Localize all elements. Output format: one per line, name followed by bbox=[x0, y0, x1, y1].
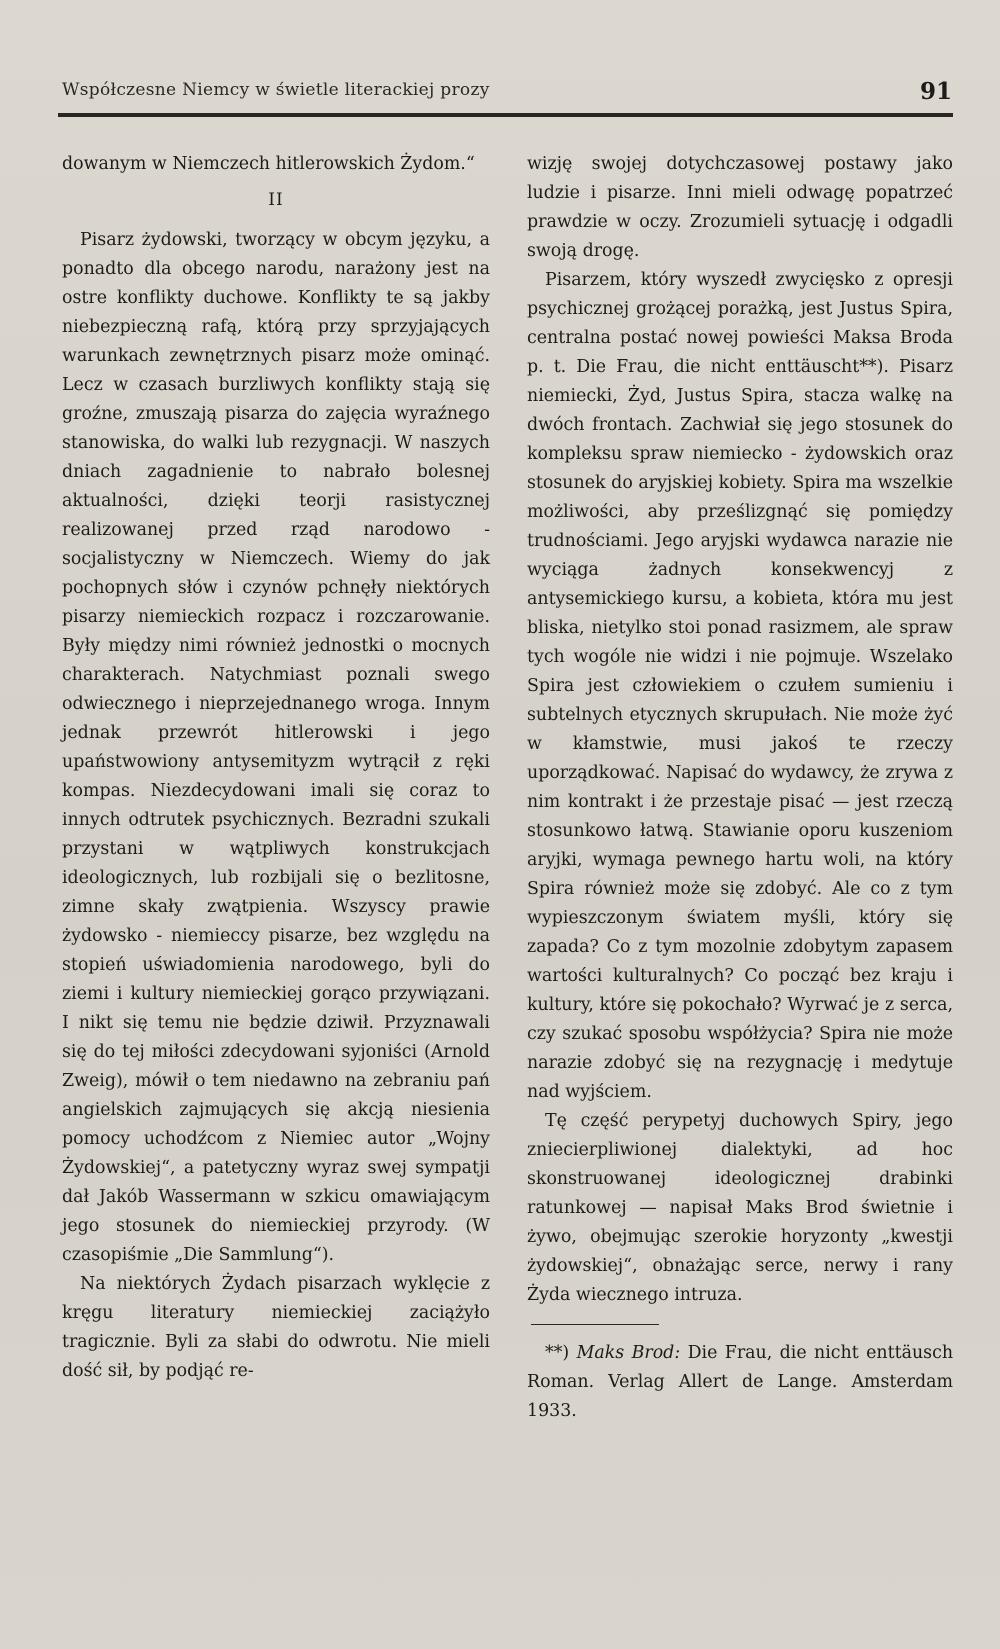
body-paragraph: Pisarzem, który wyszedł zwycięsko z opresji psychicznej grożącej porażką, jest Justus Spira, centralna postać nowej powieści Maksa Broda p. t. Die Frau, die nicht enttäuscht**). Pisarz niemiecki, Żyd, Justus Spira, stacza walkę na dwóch frontach. Zachwiał się jego stosunek do kompleksu spraw niemiecko - żydowskich oraz stosunek do aryjskiej kobiety. Spira ma wszelkie możliwości, aby prześlizgnąć się pomiędzy trudnościami. Jego aryjski wydawca narazie nie wyciąga żadnych konsekwencyj z antysemickiego kursu, a kobieta, która mu jest bliska, nietylko stoi ponad rasizmem, ale spraw tych wogóle nie widzi i nie pojmuje. Wszelako Spira jest człowiekiem o czułem sumieniu i subtelnych etycznych skrupułach. Nie może żyć w kłamstwie, musi jakoś te rzeczy uporządkować. Napisać do wydawcy, że zrywa z nim kontrakt i że przestaje pisać — jest rzeczą stosunkowo łatwą. Stawianie oporu kuszeniom aryjki, wymaga pewnego hartu woli, na który Spira również może się zdobyć. Ale co z tym wypieszczonym światem myśli, który się zapada? Co z tym mozolnie zdobytym zapasem wartości kulturalnych? Co począć bez kraju i kultury, które się pokochało? Wyrwać je z serca, czy szukać sposobu współżycia? Spira nie może narazie zdobyć się na rezygnację i medytuje nad wyjściem. bbox=[527, 270, 953, 1102]
footnote-text bbox=[527, 1339, 953, 1426]
body-paragraph: Pisarz żydowski, tworzący w obcym języku, a ponadto dla obcego narodu, narażony jest na ostre konflikty duchowe. Konflikty te są jakby niebezpieczną rafą, którą przy sprzyjających warunkach zewnętrznych pisarz może ominąć. Lecz w czasach burzliwych konflikty stają się groźne, zmuszają pisarza do zajęcia wyraźnego stanowiska, do walki lub rezygnacji. W naszych dniach zagadnienie to nabrało bolesnej aktualności, dzięki teorji rasistycznej realizowanej przed rząd narodowo - socjalistyczny w Niemczech. Wiemy do jak pochopnych słów i czynów pchnęły niektórych pisarzy niemieckich rozpacz i rozczarowanie. Były między nimi również jednostki o mocnych charakterach. Natychmiast poznali swego odwiecznego i nieprzejednanego wroga. Innym jednak przewrót hitlerowski i jego upaństwowiony antysemityzm wytrącił z ręki kompas. Niezdecydowani imali się coraz to innych odtrutek psychicznych. Bezradni szukali przystani w wątpliwych konstrukcjach ideologicznych, lub rozbijali się o bezlitosne, zimne skały zwątpienia. Wszyscy prawie żydowsko - niemieccy pisarze, bez względu na stopień uświadomienia narodowego, byli do ziemi i kultury niemieckiej gorąco przywiązani. I nikt się temu nie będzie dziwił. Przyznawali się do tej miłości zdecydowani syjoniści (Arnold Zweig), mówił o tem niedawno na zebraniu pań angielskich zajmujących się akcją niesienia pomocy uchodźcom z Niemiec autor „Wojny Żydowskiej“, a patetyczny wyraz swej sympatji dał Jakób Wassermann w szkicu omawiającym jego stosunek do niemieckiej przyrody. (W czasopiśmie „Die Sammlung“). bbox=[62, 230, 490, 1265]
body-paragraph: Na niektórych Żydach pisarzach wyklęcie z kręgu literatury niemieckiej zaciążyło tragicznie. Byli za słabi do odwrotu. Nie mieli dość sił, by podjąć re- bbox=[62, 1274, 490, 1381]
footnote-author: Maks Brod: bbox=[576, 1343, 681, 1363]
footnote-body: Die Frau, die nicht enttäusch Roman. Verlag Allert de Lange. Amsterdam 1933. bbox=[527, 1343, 954, 1421]
page-number: 91 bbox=[919, 78, 952, 105]
footnote bbox=[527, 1339, 953, 1426]
running-title: Współczesne Niemcy w świetle literackiej prozy bbox=[62, 80, 490, 100]
header-rule bbox=[58, 113, 953, 117]
page-header bbox=[62, 76, 952, 110]
section-heading: II bbox=[268, 190, 284, 210]
body-paragraph: Tę część perypetyj duchowych Spiry, jego zniecierpliwionej dialektyki, ad hoc skonstruowanej ideologicznej drabinki ratunkowej — napisał Maks Brod świetnie i żywo, obejmując szerokie horyzonty „kwestji żydowskiej“, obnażając serce, nerwy i rany Żyda wiecznego intruza. bbox=[527, 1111, 953, 1305]
intro-paragraph: dowanym w Niemczech hitlerowskich Żydom.“ bbox=[62, 154, 475, 174]
body-paragraph: wizję swojej dotychczasowej postawy jako ludzie i pisarze. Inni mieli odwagę popatrzeć prawdzie w oczy. Zrozumieli sytuację i odgadli swoją drogę. bbox=[527, 154, 953, 261]
footnote-marker: **) bbox=[545, 1343, 570, 1363]
right-column bbox=[527, 150, 953, 1426]
left-column bbox=[62, 150, 490, 1386]
footnote-rule bbox=[531, 1324, 659, 1325]
